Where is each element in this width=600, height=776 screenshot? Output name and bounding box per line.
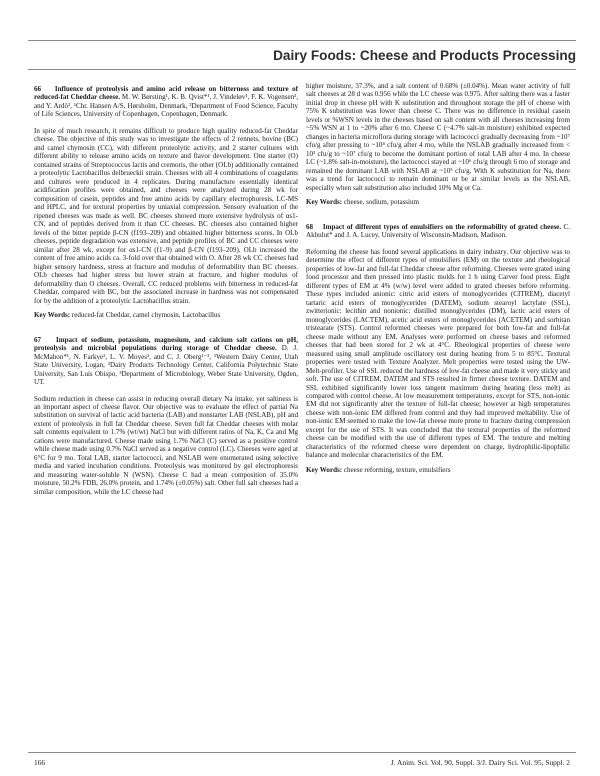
abstract-68-body: Reforming the cheese has found several applications in dairy industry. Our objective was to determine the effect of different types of emulsifiers (EM) on the texture and rheological properties of low-fat and full-fat Cheddar cheese after reforming. Cheeses were grated using food processor and then pressed into plastic molds for 1 h using Carver food press. Eight different types of EM at 4% (w/w) level were added to grated cheeses before reforming. These types included anionic: citric acid esters of monoglycerides (CITREM), diacetyl tartaric acid esters of monoglycerides (DATEM), sodium stearoyl lactylate (SSL), zwitterionic: lecithin and nonionic: distilled monoglycerides (DM), lactic acid esters of monoglycerides (LACTEM), acetic acid esters of monoglycerides (ACETEM) and sorbitan tristearate (STS). Control reformed cheeses were prepared for both low-fat and full-fat cheese made without any EM. Analyses were performed on cheese bases and reformed cheeses that had been stored for 2 wk at 4°C. Rheological properties of cheese were measured using small amplitude oscillatory test during heating from 5 to 85°C. Textural properties were tested with Texture Analyzer. Melt properties were tested using the UW-Melt-profiler. Use of SSL reduced the hardness of low-fat cheese and made it very sticky and soft. The use of CITREM, DATEM and STS resulted in firmer cheese texture. DATEM and SSL exhibited significantly lower loss tangent maximum during heating (less melt) as compared with control cheese. At low measurement temperatures, except for STS, non-ionic EM did not significantly alter the texture of full-fat cheese; however at high temperatures cheese with non-ionic EM differed from control and they had improved meltability. Use of non-ionic EM seemed to make the low-fat cheese more prone to fracture during compression except for the use of STS. It was concluded that the textural properties of the reformed cheese can be modified with the use of different types of EM. The texture and melting characteristics of the reformed cheese were dependent on charge, hydrophilic-lipophilic balance and molecular characteristics of the EM. xyxy=(306,247,570,460)
abstract-68-keywords xyxy=(306,466,570,474)
abstract-66-keywords-text: reduced-fat Cheddar, camel chymosin, Lactobacillus xyxy=(71,311,221,320)
footer-rule xyxy=(28,752,576,753)
abstract-67-heading xyxy=(34,336,298,387)
journal-citation: J. Anim. Sci. Vol. 90, Suppl. 3/J. Dairy Sci. Vol. 95, Suppl. 2 xyxy=(390,758,570,767)
abstract-66-body: In spite of much research, it remains difficult to produce high quality reduced-fat Cheddar cheese. The objective of this study was to investigate the effects of 2 rennets, bovine (BC) and camel chymosin (CC), with different proteolytic activity, and 2 starter cultures with different ability to release amino acids on texture and flavor development. One starter (O) contained strains of Streptococcus lactis and cremoris, the other (OLb) additionally contained a proteolytic Lactobacillus delbrueckii strain. Cheeses with all 4 combinations of coagulants and cultures were produced in 4 replicates. During manufacture essentially identical acidification profiles were obtained, and cheeses were analyzed during 28 wk for composition of casein, peptides and free amino acids by capillary electrophoresis, LC-MS and HPLC, and for textural properties by uniaxial compression. Sensory evaluation of the ripened cheeses was made as well. BC cheeses showed more extensive hydrolysis of αs1-CN, and of peptides derived from it than CC cheeses. BC cheeses also contained higher levels of the bitter peptide β-CN (f193–209) and obtained higher bitterness scores. In OLb cheeses, peptide degradation was extensive, and peptide profiles of BC and CC cheeses were similar after 28 wk, except for αs1-CN (f1–9) and β-CN (f193–209). OLb increased the content of free amino acids ca. 3-fold over that obtained with O. After 28 wk CC cheeses had higher sensory hardness, stress at fracture and modulus of deformability than BC cheeses. OLb cheeses had higher stress but lower strain at fracture, and higher modulus of deformability than O cheeses. Overall, CC reduced problems with bitterness in reduced-fat Cheddar, compared with BC, but the associated increase in hardness was not compensated for by the addition of a proteolytic Lactobacillus strain. xyxy=(34,126,298,305)
abstract-spacer xyxy=(306,207,570,223)
abstract-67-keywords-label: Key Words: xyxy=(306,198,343,207)
abstract-66-number: 66 xyxy=(34,85,42,93)
abstract-67-body-part1: Sodium reduction in cheese can assist in reducing overall dietary Na intake, yet saltiness is an important aspect of cheese flavor. Our objective was to evaluate the effect of partial Na substitution on survival of lactic acid bacteria (LAB) and nonstarter LAB (NSLAB), pH and extent of proteolysis in full fat Cheddar cheese. Seven full fat Cheddar cheeses with molar salt contents equivalent to 1.7% (wt/wt) NaCl but with different ratios of Na, K, Ca and Mg cations were manufactured. Cheese made using 1.7% NaCl (C) served as a positive control while cheese made using 0.7% NaCl served as a negative control (LC). Cheeses were aged at 6°C for 9 mo. Total LAB, starter lactococci, and NSLAB were enumerated using selective media and varied incubation conditions. Proteolysis was monitored by gel electrophoresis and measuring water-soluble N (WSN). Cheese C had a mean composition of 35.0% moisture, 50.2% FDB, 26.0% protein, and 1.74% (±0.05%) salt. Other full salt cheeses had a similar composition, while the LC cheese had xyxy=(34,394,298,496)
abstract-68-title: Impact of different types of emulsifiers on the reformability of grated cheese. xyxy=(322,222,562,231)
header-rule xyxy=(28,40,576,41)
left-column xyxy=(34,85,298,496)
abstract-66-title: Influence of proteolysis and amino acid release on bitterness and texture of reduced-fat Cheddar cheese. xyxy=(34,85,298,102)
abstract-68-authors: C. Akbulut* and J. A. Lucey, University of Wisconsin-Madison, Madison. xyxy=(306,222,570,240)
page-title: Dairy Foods: Cheese and Products Processing xyxy=(273,48,576,63)
right-column xyxy=(306,82,570,474)
abstract-67-keywords xyxy=(306,198,570,206)
abstract-68-number: 68 xyxy=(306,222,314,231)
abstract-67-body-part2: higher moisture, 37.3%, and a salt content of 0.68% (±0.04%). Mean water activity of full salt cheeses at 28 d was 0.956 while the LC cheese was 0.975. After salting there was a faster initial drop in cheese pH with K substitution and throughout storage the pH of cheese with 75% K substitution was lower than cheese C. There was no difference in residual casein levels or %WSN levels in the cheeses based on salt content with all cheeses increasing from ~5% WSN at 1 to ~20% after 6 mo. Cheese C (~4.7% salt-in moisture) exhibited expected changes in bacteria microflora during storage with lactococci gradually decreasing from ~10⁷ cfu/g after pressing to ~10⁴ cfu/g after 4 mo, while the NSLAB gradually increased from < 10³ cfu/g to ~10⁷ cfu/g to become the dominant portion of total LAB after 4 mo. In cheese LC (~1.8% salt-in-moisture), the lactococci stayed at ~10⁶ cfu/g through 6 mo of storage and remained the dominant LAB with NSLAB at ~10⁵ cfu/g. With K substitution for Na, there was a trend for lactococci to remain dominant or be at similar levels as the NSLAB, especially when salt substitution also included 10% Mg or Ca. xyxy=(306,82,570,192)
abstract-66-keywords-label: Key Words: xyxy=(34,311,71,320)
abstract-67-title: Impact of sodium, potassium, magnesium, and calcium salt cations on pH, proteolysis and microbial populations during storage of Cheddar cheese. xyxy=(34,335,298,353)
abstract-68-keywords-text: cheese reforming, texture, emulsifiers xyxy=(343,465,451,474)
page-number: 166 xyxy=(34,758,46,767)
abstract-67-number: 67 xyxy=(34,335,42,344)
abstract-66-heading xyxy=(34,85,298,119)
abstract-68-keywords-label: Key Words: xyxy=(306,465,343,474)
title-underline xyxy=(28,69,576,70)
abstract-68-heading xyxy=(306,223,570,240)
abstract-spacer xyxy=(34,320,298,336)
abstract-67-authors: D. J. McMahon*¹, N. Farkye², L. V. Moyes³, and C. J. Oberg¹⁻³, ¹Western Dairy Center, Utah State University, Logan, ²Dairy Products Technology Center, California Polytechnic State University, San Luis Obispo, ³Department of Microbiology, Weber State University, Ogden, UT. xyxy=(34,344,298,387)
abstract-66-authors: M. W. Børsting¹, K. B. Qvist*¹, J. Vindeløv¹, F. K. Vogensen², and Y. Ardö², ¹Chr. Hansen A/S, Hørsholm, Denmark, ²Department of Food Science, Faculty of Life Sciences, University of Copenhagen, Copenhagen, Denmark. xyxy=(34,93,298,119)
abstract-67-keywords-text: cheese, sodium, potassium xyxy=(343,198,420,207)
abstract-66-keywords xyxy=(34,311,298,319)
